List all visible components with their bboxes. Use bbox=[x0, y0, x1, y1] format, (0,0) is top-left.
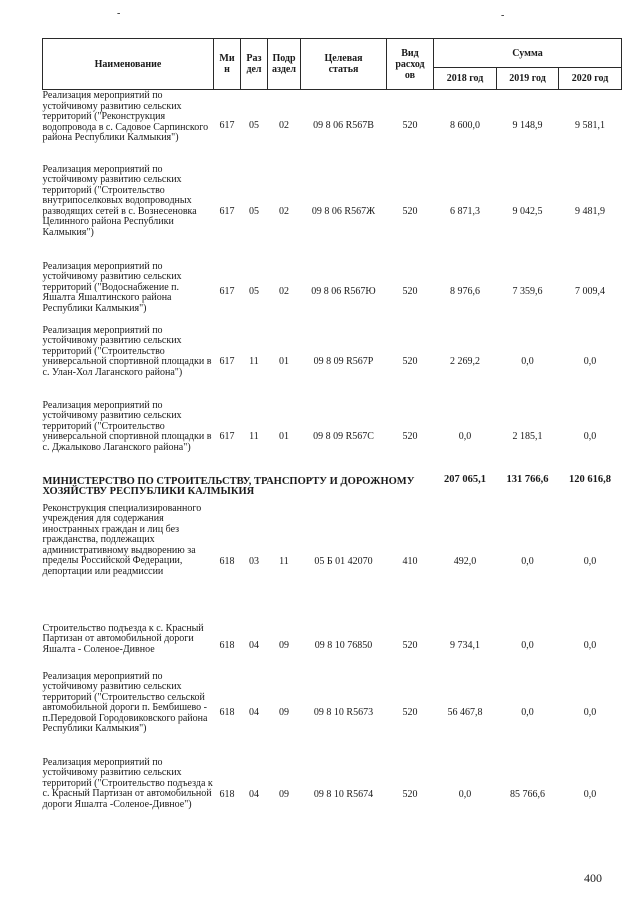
row-name: Строительство подъезда к с. Красный Партизан от автомобильной дороги Яшалта - Соленое-Дивное bbox=[42, 622, 204, 655]
row-razdel: 11 bbox=[249, 355, 259, 367]
row-podrazdel: 02 bbox=[279, 205, 289, 217]
table-row bbox=[43, 757, 622, 835]
row-target: 09 8 10 76850 bbox=[314, 640, 373, 652]
row-sum-2018: 8 600,0 bbox=[450, 120, 480, 132]
row-podrazdel: 09 bbox=[279, 707, 289, 719]
table-row bbox=[43, 671, 622, 757]
row-sum-2019: 0,0 bbox=[521, 355, 534, 367]
row-sum-2019: 85 766,6 bbox=[510, 789, 545, 801]
row-expense-type: 520 bbox=[402, 789, 418, 801]
row-min: 617 bbox=[219, 286, 235, 298]
row-sum-2020: 9 481,9 bbox=[575, 205, 605, 217]
row-name: Реализация мероприятий по устойчивому развитию сельских территорий ("Строительство универсальной спортивной площадки в с. Джалыково Лаганского района") bbox=[42, 399, 212, 453]
header-year-2020: 2020 год bbox=[559, 68, 622, 90]
ministry-section bbox=[43, 475, 622, 503]
row-razdel: 04 bbox=[249, 789, 259, 801]
ministry-row bbox=[43, 475, 622, 503]
row-expense-type: 520 bbox=[402, 430, 418, 442]
row-sum-2019: 9 148,9 bbox=[512, 120, 543, 132]
page-number: 400 bbox=[584, 871, 602, 885]
row-sum-2018: 0,0 bbox=[458, 789, 472, 801]
table-row bbox=[43, 90, 622, 164]
budget-table bbox=[42, 38, 622, 835]
row-razdel: 05 bbox=[249, 120, 259, 132]
row-razdel: 03 bbox=[249, 556, 259, 568]
ministry-total-2020: 120 616,8 bbox=[569, 473, 611, 485]
row-razdel: 05 bbox=[249, 205, 259, 217]
row-target: 09 8 10 R5674 bbox=[313, 789, 374, 801]
row-expense-type: 520 bbox=[402, 640, 418, 652]
row-sum-2018: 9 734,1 bbox=[450, 640, 480, 652]
row-expense-type: 520 bbox=[402, 355, 418, 367]
row-razdel: 05 bbox=[249, 286, 259, 298]
row-razdel: 11 bbox=[249, 430, 259, 442]
row-sum-2018: 0,0 bbox=[458, 430, 472, 442]
row-expense-type: 520 bbox=[402, 707, 418, 719]
row-sum-2019: 0,0 bbox=[521, 556, 534, 568]
row-min: 618 bbox=[219, 707, 235, 719]
row-podrazdel: 09 bbox=[279, 789, 289, 801]
row-sum-2020: 9 581,1 bbox=[575, 120, 605, 132]
table-row bbox=[43, 503, 622, 623]
row-expense-type: 410 bbox=[402, 556, 418, 568]
row-name: Реализация мероприятий по устойчивому развитию сельских территорий ("Строительство внутрипоселковых водопроводных разводящих сетей в с. Вознесеновка Целинного района Республики Калмыкия") bbox=[42, 163, 197, 239]
header-year-2019: 2019 год bbox=[497, 68, 559, 90]
header-expense-type: Вид расход ов bbox=[387, 39, 434, 90]
row-sum-2020: 0,0 bbox=[583, 556, 597, 568]
row-sum-2020: 7 009,4 bbox=[575, 286, 605, 298]
row-sum-2020: 0,0 bbox=[583, 430, 597, 442]
row-target: 05 Б 01 42070 bbox=[314, 556, 373, 568]
ministry-total-2018: 207 065,1 bbox=[444, 473, 486, 485]
header-mark-right: - bbox=[501, 10, 505, 21]
row-min: 618 bbox=[219, 556, 235, 568]
row-name: Реализация мероприятий по устойчивому развитию сельских территорий ("Строительство сельской автомобильной дороги п. Бембишево - п.Передовой Городовиковского района Республики Калмыкия") bbox=[42, 670, 208, 735]
row-expense-type: 520 bbox=[402, 120, 418, 132]
header-razdel: Раз дел bbox=[241, 39, 268, 90]
row-razdel: 04 bbox=[249, 707, 259, 719]
row-min: 618 bbox=[219, 789, 235, 801]
table-body-section-617 bbox=[43, 90, 622, 475]
table-row bbox=[43, 400, 622, 475]
header-target: Целевая статья bbox=[301, 39, 387, 90]
row-podrazdel: 09 bbox=[279, 640, 289, 652]
row-expense-type: 520 bbox=[402, 205, 418, 217]
table-row bbox=[43, 623, 622, 671]
row-podrazdel: 02 bbox=[279, 120, 289, 132]
header-mark-left: - bbox=[117, 8, 121, 19]
header-year-2018: 2018 год bbox=[434, 68, 497, 90]
header-sum: Сумма bbox=[434, 39, 622, 68]
row-sum-2019: 0,0 bbox=[521, 707, 534, 719]
row-name: Реализация мероприятий по устойчивому развитию сельских территорий ("Строительство подъезда к с. Красный Партизан от автомобильной дороги Яшалта -Соленое-Дивное") bbox=[42, 756, 213, 810]
row-name: Реализация мероприятий по устойчивому развитию сельских территорий ("Строительство универсальной спортивной площадки в с. Улан-Хол Лаганского района") bbox=[42, 324, 212, 378]
row-min: 617 bbox=[219, 355, 235, 367]
row-razdel: 04 bbox=[249, 640, 259, 652]
row-sum-2019: 2 185,1 bbox=[512, 430, 543, 442]
row-podrazdel: 01 bbox=[279, 430, 289, 442]
table-header bbox=[43, 39, 622, 90]
row-min: 617 bbox=[219, 120, 235, 132]
ministry-name: МИНИСТЕРСТВО ПО СТРОИТЕЛЬСТВУ, ТРАНСПОРТУ И ДОРОЖНОМУ ХОЗЯЙСТВУ РЕСПУБЛИКИ КАЛМЫКИЯ bbox=[42, 475, 415, 498]
row-target: 09 8 10 R5673 bbox=[313, 707, 374, 719]
row-sum-2020: 0,0 bbox=[583, 640, 597, 652]
row-sum-2018: 2 269,2 bbox=[450, 355, 480, 367]
row-expense-type: 520 bbox=[402, 286, 418, 298]
row-min: 617 bbox=[219, 205, 235, 217]
header-min: Ми н bbox=[214, 39, 241, 90]
header-podrazdel: Подр аздел bbox=[268, 39, 301, 90]
table-body-section-618 bbox=[43, 503, 622, 835]
row-sum-2018: 8 976,6 bbox=[450, 286, 480, 298]
row-sum-2018: 6 871,3 bbox=[450, 205, 480, 217]
row-sum-2019: 9 042,5 bbox=[512, 205, 543, 217]
row-min: 618 bbox=[219, 640, 235, 652]
row-name: Реализация мероприятий по устойчивому развитию сельских территорий ("Водоснабжение п. Яшалта Яшалтинского района Республики Калмыкия") bbox=[42, 260, 182, 314]
row-target: 09 8 06 R567Ю bbox=[311, 286, 376, 298]
table-row bbox=[43, 164, 622, 261]
row-target: 09 8 09 R567Р bbox=[313, 355, 374, 367]
row-target: 09 8 09 R567С bbox=[313, 430, 374, 442]
row-sum-2020: 0,0 bbox=[583, 789, 597, 801]
table-row bbox=[43, 261, 622, 325]
row-target: 09 8 06 R567В bbox=[313, 120, 374, 132]
table-row bbox=[43, 325, 622, 400]
row-sum-2018: 56 467,8 bbox=[447, 707, 483, 719]
header-name: Наименование bbox=[43, 39, 214, 90]
row-podrazdel: 01 bbox=[279, 355, 289, 367]
row-sum-2020: 0,0 bbox=[583, 355, 597, 367]
ministry-total-2019: 131 766,6 bbox=[506, 473, 549, 485]
row-name: Реконструкция специализированного учреждения для содержания иностранных граждан и лиц без гражданства, подлежащих административному выдворению за пределы Российской Федерации, депортации или реадмиссии bbox=[42, 502, 202, 578]
row-min: 617 bbox=[219, 430, 235, 442]
row-sum-2019: 0,0 bbox=[521, 640, 534, 652]
row-target: 09 8 06 R567Ж bbox=[311, 205, 376, 217]
row-podrazdel: 11 bbox=[279, 556, 289, 568]
row-sum-2020: 0,0 bbox=[583, 707, 597, 719]
row-sum-2018: 492,0 bbox=[453, 556, 477, 568]
row-sum-2019: 7 359,6 bbox=[512, 286, 543, 298]
row-podrazdel: 02 bbox=[279, 286, 289, 298]
row-name: Реализация мероприятий по устойчивому развитию сельских территорий ("Реконструкция водопровода в с. Садовое Сарпинского района Республики Калмыкия") bbox=[42, 90, 209, 144]
